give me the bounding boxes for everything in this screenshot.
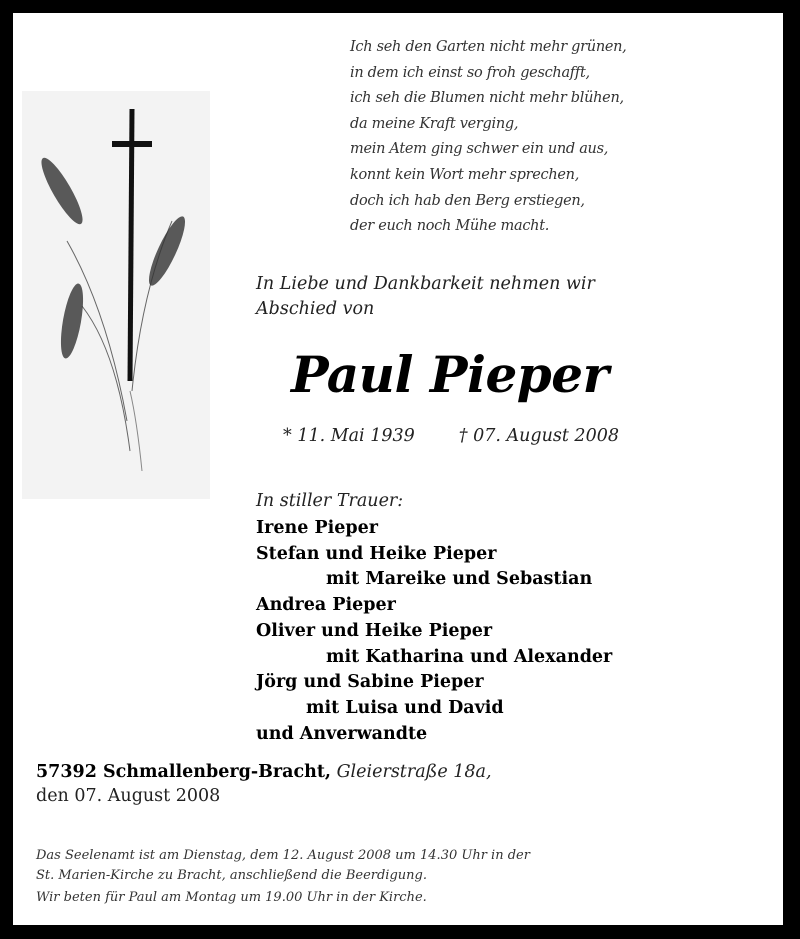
- mourner: und Anverwandte: [256, 723, 428, 744]
- prayer-note: Wir beten für Paul am Montag um 19.00 Uhr in der Kirche.: [36, 890, 427, 905]
- mourners-list: [256, 516, 612, 747]
- mourner: Irene Pieper: [256, 518, 379, 538]
- mourner: Oliver und Heike Pieper: [256, 620, 493, 641]
- service-note-line: St. Marien-Kirche zu Bracht, anschließend die Beerdigung.: [36, 868, 427, 883]
- cross-wheat-illustration: [22, 91, 210, 499]
- poem: [350, 35, 627, 240]
- poem-line: da meine Kraft verging,: [350, 115, 519, 132]
- deceased-name: Paul Pieper: [291, 345, 609, 404]
- mourner: Stefan und Heike Pieper: [256, 543, 497, 564]
- poem-line: in dem ich einst so froh geschafft,: [350, 64, 590, 81]
- address-city: 57392 Schmallenberg-Bracht,: [36, 762, 331, 782]
- mourner: Jörg und Sabine Pieper: [256, 672, 484, 693]
- address-street: Gleierstraße 18a,: [336, 762, 492, 782]
- intro-line: In Liebe und Dankbarkeit nehmen wir: [256, 274, 595, 294]
- farewell-intro: [256, 272, 595, 322]
- poem-line: ich seh die Blumen nicht mehr blühen,: [350, 90, 624, 107]
- poem-line: der euch noch Mühe macht.: [350, 218, 550, 235]
- intro-line: Abschied von: [256, 299, 375, 319]
- poem-line: Ich seh den Garten nicht mehr grünen,: [350, 39, 627, 55]
- poem-line: doch ich hab den Berg erstiegen,: [350, 192, 585, 209]
- address: [36, 760, 492, 808]
- death-date: † 07. August 2008: [458, 426, 619, 446]
- poem-line: mein Atem ging schwer ein und aus,: [350, 141, 609, 158]
- birth-date: * 11. Mai 1939: [283, 426, 415, 446]
- mourner: mit Katharina und Alexander: [326, 646, 613, 667]
- mourner: Andrea Pieper: [256, 595, 396, 616]
- address-date: den 07. August 2008: [36, 786, 221, 806]
- cross-icon: [22, 91, 210, 499]
- mourner: mit Mareike und Sebastian: [326, 569, 593, 590]
- mourning-label: In stiller Trauer:: [256, 491, 404, 511]
- life-dates: [283, 426, 663, 446]
- obituary-notice: [13, 13, 783, 925]
- service-note-line: Das Seelenamt ist am Dienstag, dem 12. August 2008 um 14.30 Uhr in der: [36, 848, 530, 863]
- poem-line: konnt kein Wort mehr sprechen,: [350, 166, 580, 183]
- mourner: mit Luisa und David: [306, 697, 504, 718]
- service-note: [36, 846, 530, 886]
